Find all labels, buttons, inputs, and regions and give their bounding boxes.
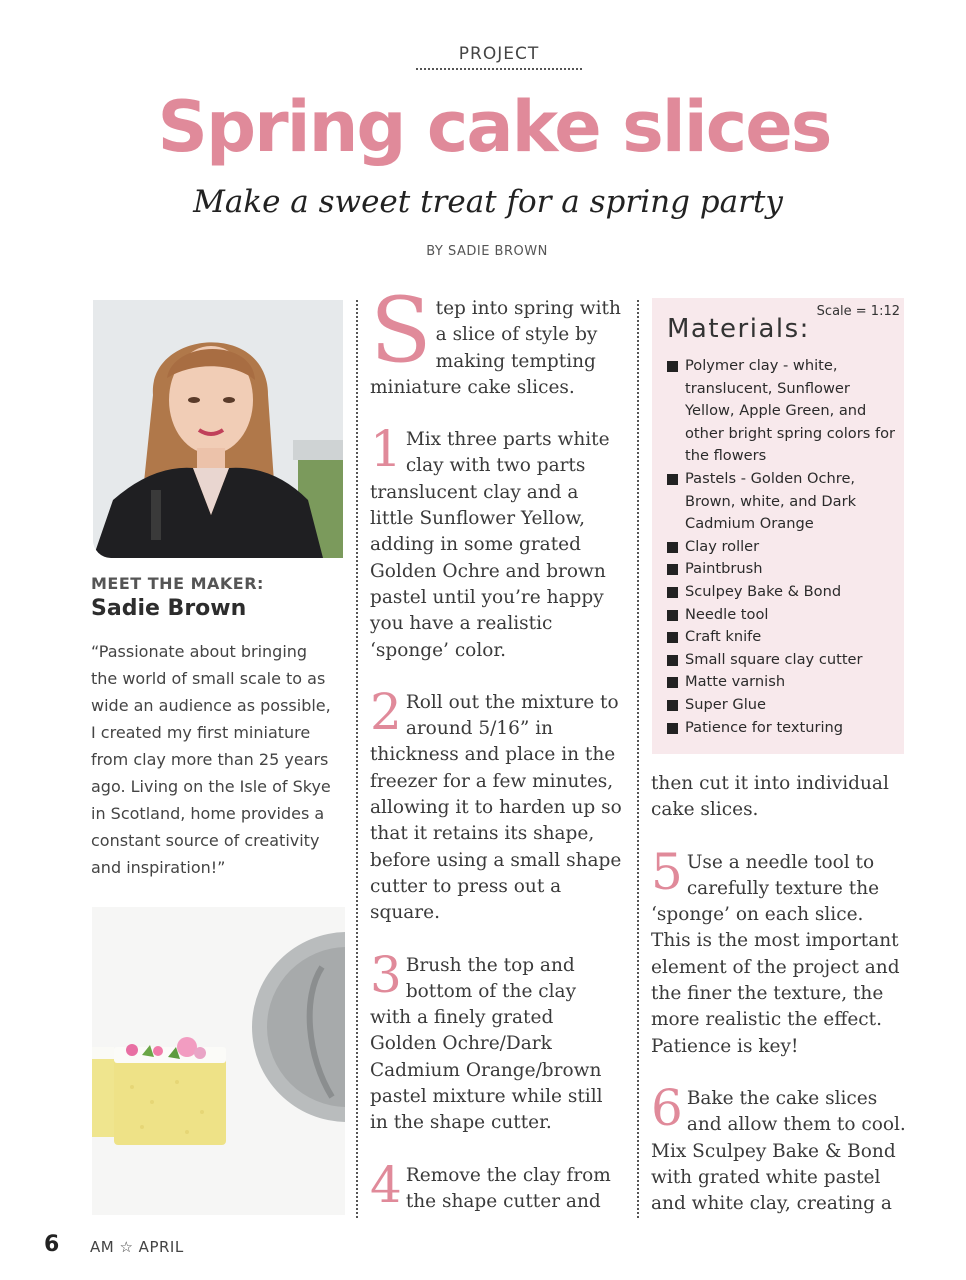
step-paragraph xyxy=(651,1078,907,1217)
column-divider xyxy=(637,300,639,1218)
materials-title: Materials: xyxy=(667,314,810,344)
maker-portrait-photo xyxy=(93,300,343,558)
materials-item: Craft knife xyxy=(667,626,899,649)
materials-item: Pastels - Golden Ochre, Brown, white, and Dark Cadmium Orange xyxy=(667,468,899,536)
step-paragraph xyxy=(651,842,907,1060)
maker-portrait-illustration xyxy=(93,300,343,558)
materials-item: Patience for texturing xyxy=(667,717,899,740)
materials-item: Needle tool xyxy=(667,604,899,627)
step-number: 3 xyxy=(370,945,402,1004)
step-paragraph xyxy=(370,1155,622,1216)
step-number: 2 xyxy=(370,682,402,741)
intro-paragraph xyxy=(370,278,622,401)
step-number: 5 xyxy=(651,842,683,901)
materials-item: Clay roller xyxy=(667,536,899,559)
article-subtitle: Make a sweet treat for a spring party xyxy=(193,184,783,220)
column-divider xyxy=(356,300,358,1218)
materials-item: Paintbrush xyxy=(667,558,899,581)
intro-text: tep into spring with a slice of style by making tempting miniature cake slices. xyxy=(370,298,621,398)
maker-name: Sadie Brown xyxy=(91,596,247,621)
step-paragraph xyxy=(370,682,622,927)
materials-list xyxy=(667,355,899,739)
step-number: 6 xyxy=(651,1078,683,1137)
step-paragraph xyxy=(370,945,622,1137)
materials-item: Matte varnish xyxy=(667,671,899,694)
step-number: 1 xyxy=(370,420,402,479)
meet-the-maker-label: MEET THE MAKER: xyxy=(91,574,264,593)
step-text: Remove the clay from the shape cutter and xyxy=(405,1164,611,1212)
cake-slices-illustration xyxy=(92,907,345,1215)
kicker-divider xyxy=(416,68,582,70)
byline: BY SADIE BROWN xyxy=(426,244,548,259)
materials-item: Super Glue xyxy=(667,694,899,717)
step-text: Bake the cake slices and allow them to cool. Mix Sculpey Bake & Bond with grated white pastel and white clay, creating a xyxy=(651,1087,906,1215)
step-text: Use a needle tool to carefully texture the ‘sponge’ on each slice. This is the most important element of the project and the finer the texture, the more realistic the effect. Patience is key! xyxy=(651,851,900,1057)
page-number: 6 xyxy=(44,1232,60,1257)
step-text: Mix three parts white clay with two parts translucent clay and a little Sunflower Yellow, adding in some grated Golden Ochre and brown pastel until you’re happy you have a realistic ‘sponge’ color. xyxy=(370,429,610,661)
continuation-paragraph: then cut it into individual cake slices. xyxy=(651,773,889,821)
step-text: Brush the top and bottom of the clay with a finely grated Golden Ochre/Dark Cadmium Orange/brown pastel mixture while still in the shape cutter. xyxy=(370,954,603,1134)
materials-item: Polymer clay - white, translucent, Sunflower Yellow, Apple Green, and other bright spring colors for the flowers xyxy=(667,355,899,468)
step-number: 4 xyxy=(370,1155,402,1214)
section-kicker: PROJECT xyxy=(458,44,540,64)
step-text: Roll out the mixture to around 5/16” in thickness and place in the freezer for a few minutes, allowing it to harden up so that it retains its shape, before using a small shape cutter to press out a square. xyxy=(370,691,622,924)
article-title: Spring cake slices xyxy=(157,86,831,168)
materials-item: Sculpey Bake & Bond xyxy=(667,581,899,604)
magazine-footer: AM ☆ APRIL xyxy=(90,1238,184,1256)
step-paragraph xyxy=(370,420,622,664)
article-column-right xyxy=(651,771,907,1243)
materials-item: Small square clay cutter xyxy=(667,649,899,672)
cake-slices-photo xyxy=(92,907,345,1215)
intro-dropcap: S xyxy=(370,278,432,383)
maker-quote: “Passionate about bringing the world of small scale to as wide an audience as possible, I created my first miniature from clay more than 25 years ago. Living on the Isle of Skye in Scotland, home provides a constant source of creativity and inspiration!” xyxy=(91,642,331,877)
article-column-middle xyxy=(370,278,622,1241)
materials-box xyxy=(652,298,904,754)
scale-label: Scale = 1:12 xyxy=(816,304,900,319)
